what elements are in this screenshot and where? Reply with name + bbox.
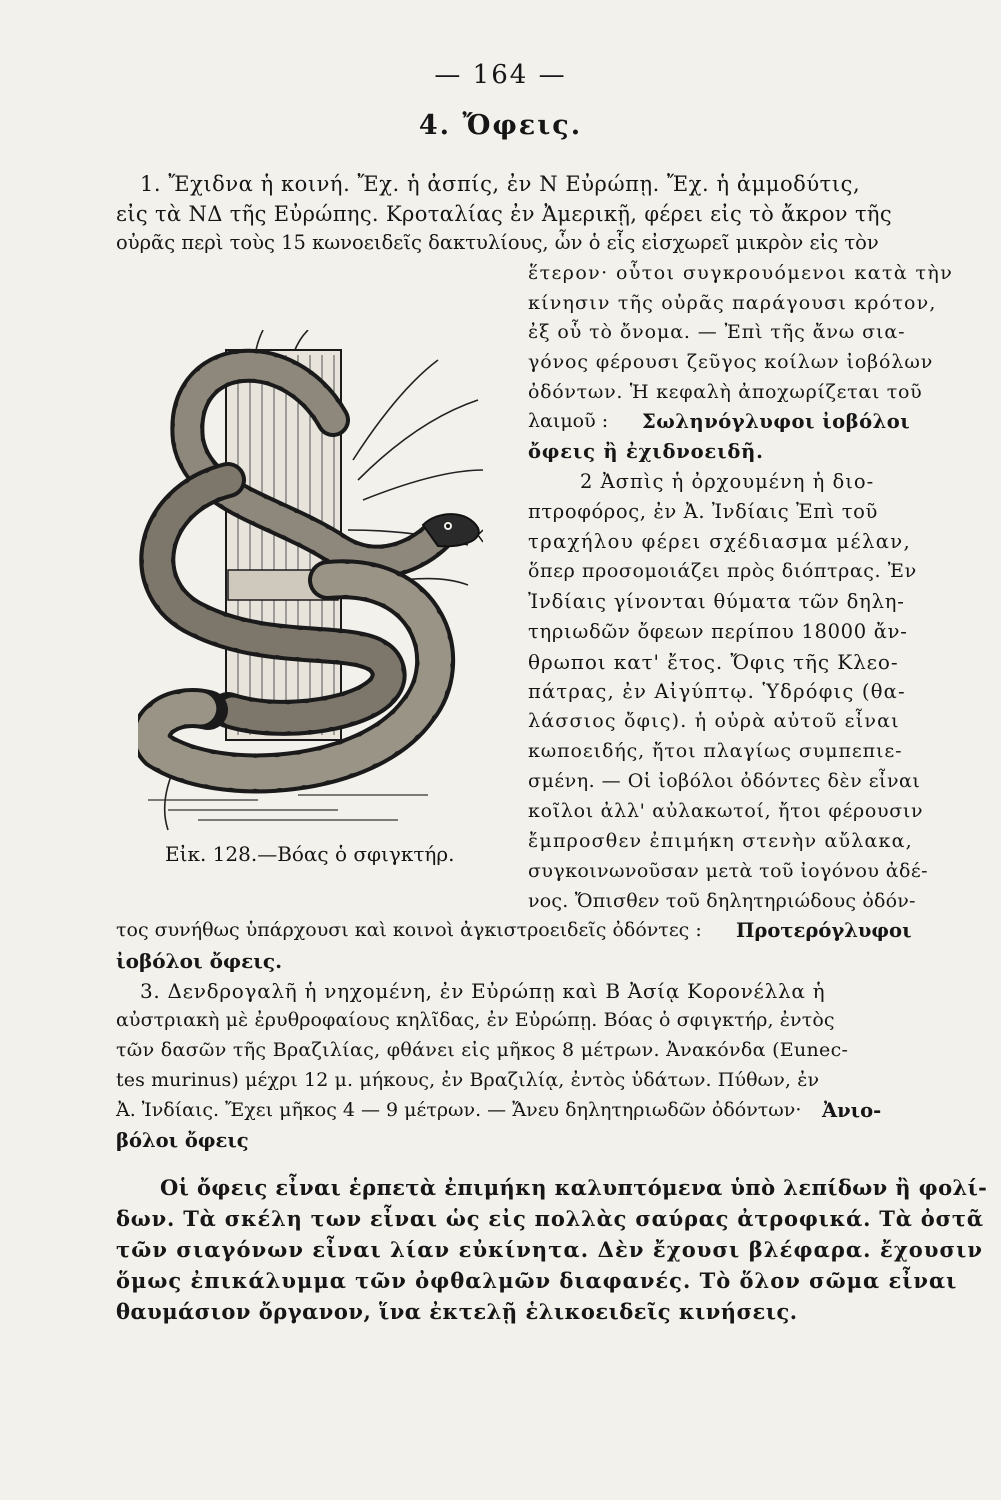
bold-term: βόλοι ὄφεις [116,1129,249,1152]
text-line: νος. Ὄπισθεν τοῦ δηλητηριώδους ὀδόν- [528,890,916,912]
bold-term: Σωληνόγλυφοι ἰοβόλοι [642,410,911,433]
ground-hatching [148,795,428,820]
text-line: λάσσιος ὄφις). ἡ οὐρὰ αὐτοῦ εἶναι [528,710,900,732]
text-line: θρωποι κατ' ἔτος. Ὄφις τῆς Κλεο- [528,650,899,674]
text-line: ἔμπροσθεν ἐπιμήκη στενὴν αὔλακα, [528,830,913,852]
text-line: οὐρᾶς περὶ τοὺς 15 κωνοειδεῖς δακτυλίους, ὧν ὁ εἷς εἰσχωρεῖ μικρὸν εἰς τὸν [116,231,879,254]
text-line: 2 Ἀσπὶς ἡ ὀρχουμένη ἡ διο- [580,470,875,493]
text-line: αὐστριακὴ μὲ ἐρυθροφαίους κηλῖδας, ἐν Εὐρώπῃ. Βόας ὁ σφιγκτήρ, ἐντὸς [116,1009,835,1031]
bold-term: Προτερόγλυφοι [736,919,912,942]
text-line: γόνος φέρουσι ζεῦγος κοίλων ἰοβόλων [528,351,934,373]
text-line: πτροφόρος, ἐν Ἀ. Ἰνδίαις Ἐπὶ τοῦ [528,500,878,523]
summary-line: ὅμως ἐπικάλυμμα τῶν ὀφθαλμῶν διαφανές. Τὸ ὅλον σῶμα εἶναι [116,1268,958,1293]
figure-caption: Εἰκ. 128.—Βόας ὁ σφιγκτήρ. [165,842,455,866]
text-line: τος συνήθως ὑπάρχουσι καὶ κοινοὶ ἀγκιστροειδεῖς ὀδόντες : [116,919,702,941]
bold-term: ἰοβόλοι ὄφεις. [116,949,283,973]
text-line: λαιμοῦ : [528,410,609,432]
text-line: ἕτερον· οὗτοι συγκρουόμενοι κατὰ τὴν [528,262,954,284]
section-title: 4. Ὄφεις. [418,110,583,141]
summary-line: Οἱ ὄφεις εἶναι ἑρπετὰ ἐπιμήκη καλυπτόμενα ὑπὸ λεπίδων ἢ φολί- [160,1175,988,1200]
text-line: τῶν δασῶν τῆς Βραζιλίας, φθάνει εἰς μῆκος 8 μέτρων. Ἀνακόνδα (Eunec- [116,1039,849,1061]
text-line: κωποειδής, ἤτοι πλαγίως συμπεπιε- [528,740,903,762]
text-line: κοῖλοι ἀλλ' αὐλακωτοί, ἤτοι φέρουσιν [528,800,924,822]
summary-line: δων. Τὰ σκέλη των εἶναι ὡς εἰς πολλὰς σαύρας ἀτροφικά. Τὰ ὀστᾶ [116,1206,984,1231]
text-line: ἐξ οὗ τὸ ὄνομα. — Ἐπὶ τῆς ἄνω σια- [528,321,906,343]
summary-line: τῶν σιαγόνων εἶναι λίαν εὐκίνητα. Δὲν ἔχουσι βλέφαρα. ἔχουσιν [116,1237,984,1262]
text-line: 3. Δενδρογαλῆ ἡ νηχομένη, ἐν Εὐρώπῃ καὶ Β Ἀσίᾳ Κορονέλλα ἡ [140,979,826,1003]
text-line: εἰς τὰ ΝΔ τῆς Εὐρώπης. Κροταλίας ἐν Ἀμερικῇ, φέρει εἰς τὸ ἄκρον τῆς [116,202,892,226]
bold-term: ὄφεις ἢ ἐχιδνοειδῆ. [528,440,764,463]
bold-term: Ἀνιο- [822,1099,882,1122]
text-line: tes murinus) μέχρι 12 μ. μήκους, ἐν Βραζιλίᾳ, ἐντὸς ὑδάτων. Πύθων, ἐν [116,1069,820,1091]
text-line: πάτρας, ἐν Αἰγύπτῳ. Ὑδρόφις (θα- [528,680,906,703]
text-line: Ἀ. Ἰνδίαις. Ἔχει μῆκος 4 — 9 μέτρων. — Ἄνευ δηλητηριωδῶν ὀδόντων· [116,1099,802,1121]
summary-line: θαυμάσιον ὄργανον, ἵνα ἐκτελῇ ἑλικοειδεῖς κινήσεις. [116,1299,798,1324]
text-line: ὅπερ προσομοιάζει πρὸς διόπτρας. Ἐν [528,560,917,582]
snake-illustration [138,330,483,835]
text-line: κίνησιν τῆς οὐρᾶς παράγουσι κρότον, [528,292,937,314]
text-line: τραχήλου φέρει σχέδιασμα μέλαν, [528,530,912,553]
text-line: τηριωδῶν ὄφεων περίπου 18000 ἄν- [528,620,908,643]
text-line: 1. Ἔχιδνα ἡ κοινή. Ἔχ. ἡ ἀσπίς, ἐν Ν Εὐρώπῃ. Ἔχ. ἡ ἀμμοδύτις, [140,172,861,196]
text-line: σμένη. — Οἱ ἰοβόλοι ὀδόντες δὲν εἶναι [528,770,921,792]
text-line: ὀδόντων. Ἡ κεφαλὴ ἀποχωρίζεται τοῦ [528,381,923,403]
page-number: — 164 — [434,60,567,90]
text-line: Ἰνδίαις γίνονται θύματα τῶν δηλη- [528,590,905,613]
text-line: συγκοινωνοῦσαν μετὰ τοῦ ἰογόνου ἀδέ- [528,860,928,882]
